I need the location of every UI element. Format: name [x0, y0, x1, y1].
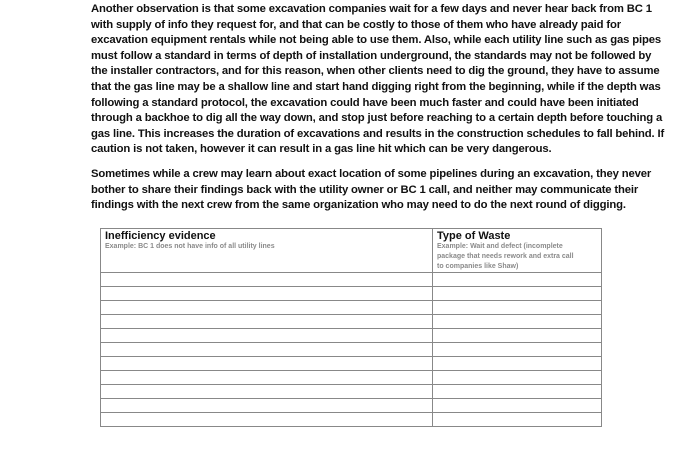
- example-line: to companies like Shaw): [437, 263, 519, 270]
- type-of-waste-cell[interactable]: [433, 273, 602, 287]
- type-of-waste-cell[interactable]: [433, 413, 602, 427]
- type-of-waste-cell[interactable]: [433, 287, 602, 301]
- table-row: [101, 399, 602, 413]
- inefficiency-evidence-cell[interactable]: [101, 315, 433, 329]
- text-line: through a backhoe to dig all the way down, and stop just before reaching to a certain depth before touching a: [91, 112, 663, 125]
- type-of-waste-header-cell[interactable]: [433, 229, 602, 273]
- table-row: [101, 287, 602, 301]
- type-of-waste-cell[interactable]: [433, 399, 602, 413]
- example-line: Example: Wait and defect (incomplete: [437, 243, 563, 250]
- inefficiency-evidence-cell[interactable]: [101, 399, 433, 413]
- text-line: that the gas line may be a shallow line and start hand digging right from the beginning, while if the depth was: [91, 80, 661, 93]
- inefficiency-evidence-cell[interactable]: [101, 301, 433, 315]
- table-row: [101, 343, 602, 357]
- text-line: Another observation is that some excavation companies wait for a few days and never hear back from BC 1: [91, 3, 652, 15]
- inefficiency-evidence-cell[interactable]: [101, 357, 433, 371]
- type-of-waste-cell[interactable]: [433, 357, 602, 371]
- type-of-waste-cell[interactable]: [433, 329, 602, 343]
- type-of-waste-cell[interactable]: [433, 301, 602, 315]
- table-row: [101, 413, 602, 427]
- text-line: findings with the next crew from the same organization who may need to do the next round of digging.: [91, 199, 626, 212]
- table-row: [101, 273, 602, 287]
- text-line: excavation equipment rentals while not being able to use them. Also, while each utility line such as gas pipes: [91, 34, 662, 47]
- type-of-waste-example: [437, 242, 597, 272]
- text-line: must follow a standard in terms of depth of installation underground, the standards may not be followed by: [91, 49, 652, 62]
- inefficiency-evidence-cell[interactable]: [101, 273, 433, 287]
- inefficiency-evidence-cell[interactable]: [101, 413, 433, 427]
- type-of-waste-cell[interactable]: [433, 371, 602, 385]
- table-row: [101, 329, 602, 343]
- inefficiency-evidence-heading: Inefficiency evidence: [105, 230, 216, 242]
- text-line: Sometimes while a crew may learn about exact location of some pipelines during an excavation, they never: [91, 168, 652, 180]
- inefficiency-evidence-cell[interactable]: [101, 329, 433, 343]
- inefficiency-evidence-example: Example: BC 1 does not have info of all utility lines: [105, 243, 275, 250]
- table-row: [101, 385, 602, 399]
- text-line: with supply of info they request for, and that can be costly to those of them who have already paid for: [91, 18, 622, 31]
- type-of-waste-cell[interactable]: [433, 343, 602, 357]
- inefficiency-evidence-cell[interactable]: [101, 385, 433, 399]
- type-of-waste-cell[interactable]: [433, 385, 602, 399]
- example-line: package that needs rework and extra call: [437, 253, 574, 260]
- text-line: following a standard protocol, the excavation could have been much faster and could have been initiated: [91, 96, 639, 109]
- text-line: the installer contractors, and for this reason, when other clients need to dig the ground, they have to assume: [91, 65, 660, 78]
- inefficiency-evidence-cell[interactable]: [101, 371, 433, 385]
- type-of-waste-heading: Type of Waste: [437, 230, 511, 242]
- text-line: gas line. This increases the duration of excavations and results in the construction schedules to fall behind. If: [91, 127, 665, 140]
- inefficiency-evidence-header-cell[interactable]: [101, 229, 433, 273]
- table-header-row: [101, 229, 602, 273]
- inefficiency-evidence-cell[interactable]: [101, 287, 433, 301]
- text-line: bother to share their findings back with the utility owner or BC 1 call, and neither may communicate their: [91, 183, 639, 196]
- table-row: [101, 357, 602, 371]
- text-line: caution is not taken, however it can result in a gas line hit which can be very dangerous.: [91, 143, 552, 156]
- type-of-waste-cell[interactable]: [433, 315, 602, 329]
- table-row: [101, 315, 602, 329]
- inefficiency-evidence-cell[interactable]: [101, 343, 433, 357]
- table-row: [101, 301, 602, 315]
- table-row: [101, 371, 602, 385]
- paragraph-observation: [91, 2, 665, 158]
- paragraph-crew-sharing: [91, 167, 651, 214]
- inefficiency-table: [100, 228, 602, 427]
